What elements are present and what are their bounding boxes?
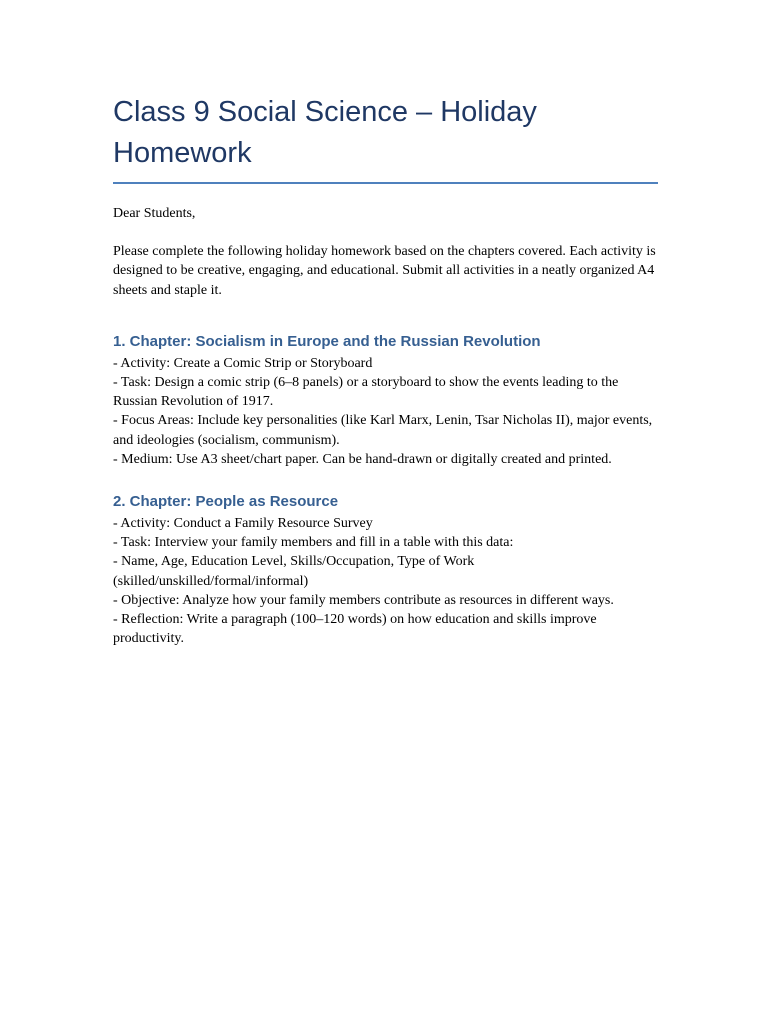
section-heading: 2. Chapter: People as Resource bbox=[113, 493, 339, 511]
document-title: Class 9 Social Science – Holiday Homework bbox=[113, 92, 658, 184]
medium-line: - Medium: Use A3 sheet/chart paper. Can be hand-drawn or digitally created and printed. bbox=[113, 451, 612, 467]
activity-line: - Activity: Create a Comic Strip or Storyboard bbox=[113, 355, 373, 371]
document-page bbox=[113, 92, 658, 648]
table-fields-line: - Name, Age, Education Level, Skills/Occupation, Type of Work (skilled/unskilled/formal/informal) bbox=[113, 554, 475, 589]
section-lines bbox=[113, 354, 658, 469]
intro-paragraph: Please complete the following holiday homework based on the chapters covered. Each activity is designed to be creative, engaging, and educational. Submit all activities in a neatly organized A4 sheets and staple it. bbox=[113, 244, 656, 298]
section-people-as-resource bbox=[113, 492, 658, 648]
focus-areas-line: - Focus Areas: Include key personalities (like Karl Marx, Lenin, Tsar Nicholas II), major events, and ideologies (socialism, communism). bbox=[113, 413, 653, 448]
reflection-line: - Reflection: Write a paragraph (100–120 words) on how education and skills improve productivity. bbox=[113, 612, 597, 647]
activity-line: - Activity: Conduct a Family Resource Survey bbox=[113, 516, 373, 532]
section-lines bbox=[113, 514, 658, 648]
objective-line: - Objective: Analyze how your family members contribute as resources in different ways. bbox=[113, 592, 614, 608]
greeting-text: Dear Students, bbox=[113, 206, 196, 221]
section-heading: 1. Chapter: Socialism in Europe and the Russian Revolution bbox=[113, 332, 541, 350]
section-socialism bbox=[113, 332, 658, 469]
task-line: - Task: Interview your family members and fill in a table with this data: bbox=[113, 535, 514, 551]
task-line: - Task: Design a comic strip (6–8 panels) or a storyboard to show the events leading to the Russian Revolution of 1917. bbox=[113, 375, 619, 410]
